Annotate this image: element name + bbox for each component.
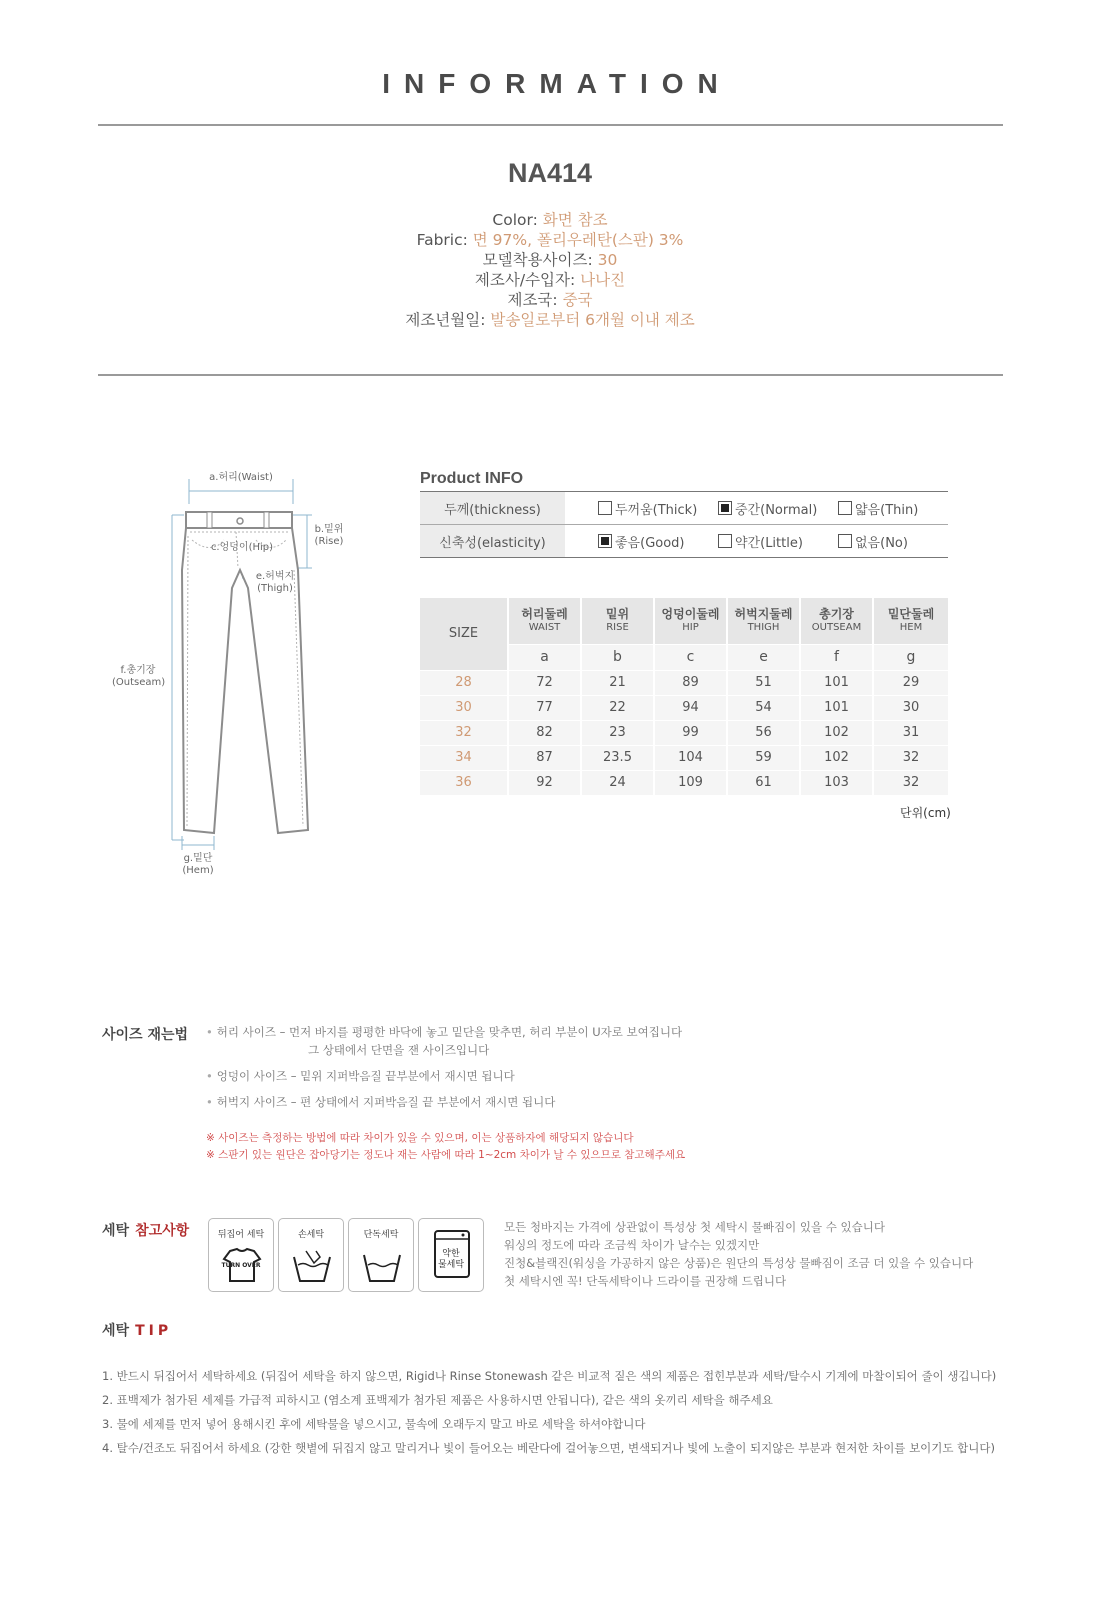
separate-wash-icon: 단독세탁 (348, 1218, 414, 1292)
spec-model-size: 모델착용사이즈: 30 (482, 251, 618, 269)
table-row: 28 72 21 89 51 101 29 (420, 670, 948, 695)
elasticity-little-option: 약간(Little) (718, 532, 803, 551)
table-row: 34 87 23.5 104 59 102 32 (420, 745, 948, 770)
label-hem: g.밑단 (Hem) (182, 853, 214, 876)
elasticity-label: 신축성(elasticity) (420, 525, 565, 557)
label-waist: a.허리(Waist) (209, 472, 273, 483)
label-hip: c.엉덩이(Hip) (210, 542, 274, 553)
thickness-label: 두께(thickness) (420, 492, 565, 524)
tip-item: 1. 반드시 뒤집어서 세탁하세요 (뒤집어 세탁을 하지 않으면, Rigid나 Rinse Stonewash 같은 비교적 짙은 색의 제품은 접힌부분과 세탁/탈수시 기계에 마찰이되어 줄이 생깁니다) (102, 1369, 997, 1383)
spec-color: Color: 화면 참조 (492, 211, 608, 229)
measure-line: • 엉덩이 사이즈 – 밑위 지퍼박음질 끝부분에서 재시면 됩니다 (206, 1069, 515, 1083)
measure-title: 사이즈 재는법 (102, 1027, 189, 1043)
table-row: 36 92 24 109 61 103 32 (420, 770, 948, 795)
checkbox (598, 501, 612, 515)
letter-a: a (508, 644, 581, 670)
label-thigh: e.허벅지 (Thigh) (255, 571, 295, 594)
col-outseam: 총기장 OUTSEAM (800, 598, 873, 644)
elasticity-good-option: 좋음(Good) (598, 532, 685, 551)
letter-b: b (581, 644, 654, 670)
wash-note: 모든 청바지는 가격에 상관없이 특성상 첫 세탁시 물빠짐이 있을 수 있습니다 워싱의 정도에 따라 조금씩 차이가 날수는 있겠지만 진청&블랙진(워싱을 가공하지 않은 상품)은 원단의 특성상 물빠짐이 조금 더 있을 수 있습니다 첫 세탁시엔 꼭! 단독세탁이나 드라이를 권장해 드립니다 (504, 1220, 974, 1288)
checkbox (718, 534, 732, 548)
col-hip: 엉덩이둘레 HIP (654, 598, 727, 644)
thickness-thin-option: 얇음(Thin) (838, 499, 918, 518)
elasticity-row (420, 525, 948, 558)
letter-c: c (654, 644, 727, 670)
product-info-title: Product INFO (420, 470, 524, 487)
gentle-wash-text: 약한 물세탁 (437, 1249, 465, 1270)
size-column-header: SIZE (420, 598, 508, 670)
measure-line: • 허벅지 사이즈 – 편 상태에서 지퍼박음질 끝 부분에서 재시면 됩니다 (206, 1095, 556, 1109)
col-thigh: 허벅지둘레 THIGH (727, 598, 800, 644)
letter-f: f (800, 644, 873, 670)
turn-over-shirt-icon: 뒤집어 세탁 TURN OVER (208, 1218, 274, 1292)
turn-over-text: TURN OVER (221, 1262, 261, 1269)
label-outseam: f.총기장 (Outseam) (112, 665, 166, 688)
checkbox (838, 501, 852, 515)
model-number: NA414 (507, 158, 593, 188)
spec-date: 제조년월일: 발송일로부터 6개월 이내 제조 (405, 311, 695, 329)
wash-title: 세탁 참고사항 (102, 1223, 190, 1239)
size-table-header (420, 598, 948, 644)
tip-item: 3. 물에 세제를 먼저 넣어 용해시킨 후에 세탁물을 넣으시고, 물속에 오래두지 말고 바로 세탁을 하셔야합니다 (102, 1417, 646, 1431)
checkbox-checked (598, 534, 612, 548)
size-table (420, 598, 948, 796)
tip-item: 2. 표백제가 첨가된 세제를 가급적 피하시고 (염소계 표백제가 첨가된 제품은 사용하시면 안됩니다), 같은 색의 옷끼리 세탁을 해주세요 (102, 1393, 773, 1407)
thickness-thick-option: 두꺼움(Thick) (598, 499, 697, 518)
letter-g: g (873, 644, 948, 670)
gentle-wash-icon (418, 1218, 484, 1292)
measure-line: 그 상태에서 단면을 잰 사이즈입니다 (308, 1043, 490, 1057)
measure-line: • 허리 사이즈 – 먼저 바지를 평평한 바닥에 놓고 밑단을 맞추면, 허리 부분이 U자로 보여집니다 (206, 1025, 683, 1039)
elasticity-no-option: 없음(No) (838, 532, 908, 551)
col-waist: 허리둘레 WAIST (508, 598, 581, 644)
tip-item: 4. 탈수/건조도 뒤집어서 하세요 (강한 햇볕에 뒤집지 않고 말리거나 빛이 들어오는 베란다에 걸어놓으면, 변색되거나 빛에 노출이 되지않은 부분과 현저한 차이를 보이기도 합니다) (102, 1441, 995, 1455)
product-info-table (420, 491, 948, 558)
tip-title: 세탁 TIP (102, 1323, 173, 1339)
checkbox-checked (718, 501, 732, 515)
hand-wash-icon: 손세탁 (278, 1218, 344, 1292)
page-title: INFORMATION (382, 68, 732, 99)
col-hem: 밑단둘레 HEM (873, 598, 948, 644)
product-specs (0, 210, 1100, 330)
divider-top (98, 124, 1003, 126)
thickness-row (420, 492, 948, 525)
measure-note: ※ 사이즈는 측정하는 방법에 따라 차이가 있을 수 있으며, 이는 상품하자에 해당되지 않습니다 (206, 1132, 634, 1144)
table-row: 30 77 22 94 54 101 30 (420, 695, 948, 720)
spec-fabric: Fabric: 면 97%, 폴리우레탄(스판) 3% (416, 231, 684, 249)
label-rise: b.밑위 (Rise) (314, 524, 344, 547)
measure-note: ※ 스판기 있는 원단은 잡아당기는 정도나 재는 사람에 따라 1~2cm 차이가 날 수 있으므로 참고해주세요 (206, 1149, 686, 1161)
letter-e: e (727, 644, 800, 670)
spec-country: 제조국: 중국 (507, 291, 593, 309)
table-row: 32 82 23 99 56 102 31 (420, 720, 948, 745)
col-rise: 밑위 RISE (581, 598, 654, 644)
unit-label: 단위(cm) (900, 806, 951, 820)
checkbox (838, 534, 852, 548)
pants-diagram (112, 470, 362, 890)
divider-middle (98, 374, 1003, 376)
spec-manufacturer: 제조사/수입자: 나나진 (474, 271, 626, 289)
thickness-normal-option: 중간(Normal) (718, 499, 817, 518)
